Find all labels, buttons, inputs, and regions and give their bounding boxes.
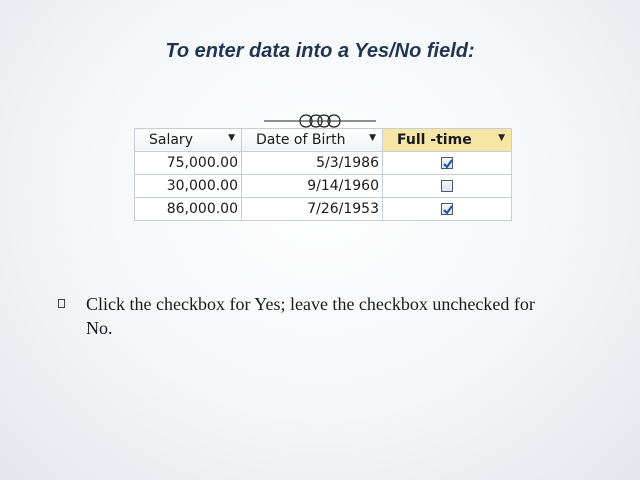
column-header-salary[interactable] xyxy=(135,129,242,152)
salary-cell[interactable]: 86,000.00 xyxy=(135,198,242,221)
date-of-birth-cell[interactable]: 7/26/1953 xyxy=(242,198,383,221)
bullet-text: Click the checkbox for Yes; leave the checkbox unchecked for No. xyxy=(86,294,535,338)
table-row xyxy=(135,198,512,221)
date-of-birth-cell[interactable]: 9/14/1960 xyxy=(242,175,383,198)
chevron-down-icon[interactable]: ▼ xyxy=(228,133,235,143)
datasheet-table xyxy=(134,128,512,221)
slide-title: To enter data into a Yes/No field: xyxy=(165,40,475,62)
table-row xyxy=(135,152,512,175)
full-time-cell xyxy=(383,152,512,175)
column-header-full-time[interactable] xyxy=(383,129,512,152)
checkbox-icon[interactable] xyxy=(441,180,453,192)
column-header-label: Salary xyxy=(149,132,193,148)
chevron-down-icon[interactable]: ▼ xyxy=(498,133,505,143)
checkbox-icon[interactable] xyxy=(441,157,453,169)
header-row xyxy=(135,129,512,152)
full-time-cell xyxy=(383,198,512,221)
bullet-square-icon xyxy=(58,299,65,308)
date-of-birth-cell[interactable]: 5/3/1986 xyxy=(242,152,383,175)
checkbox-icon[interactable] xyxy=(441,203,453,215)
bullet-item xyxy=(68,292,538,340)
column-header-label: Date of Birth xyxy=(256,132,346,148)
column-header-label: Full -time xyxy=(397,132,472,148)
full-time-cell xyxy=(383,175,512,198)
salary-cell[interactable]: 30,000.00 xyxy=(135,175,242,198)
table-row xyxy=(135,175,512,198)
column-header-date-of-birth[interactable] xyxy=(242,129,383,152)
chevron-down-icon[interactable]: ▼ xyxy=(369,133,376,143)
salary-cell[interactable]: 75,000.00 xyxy=(135,152,242,175)
